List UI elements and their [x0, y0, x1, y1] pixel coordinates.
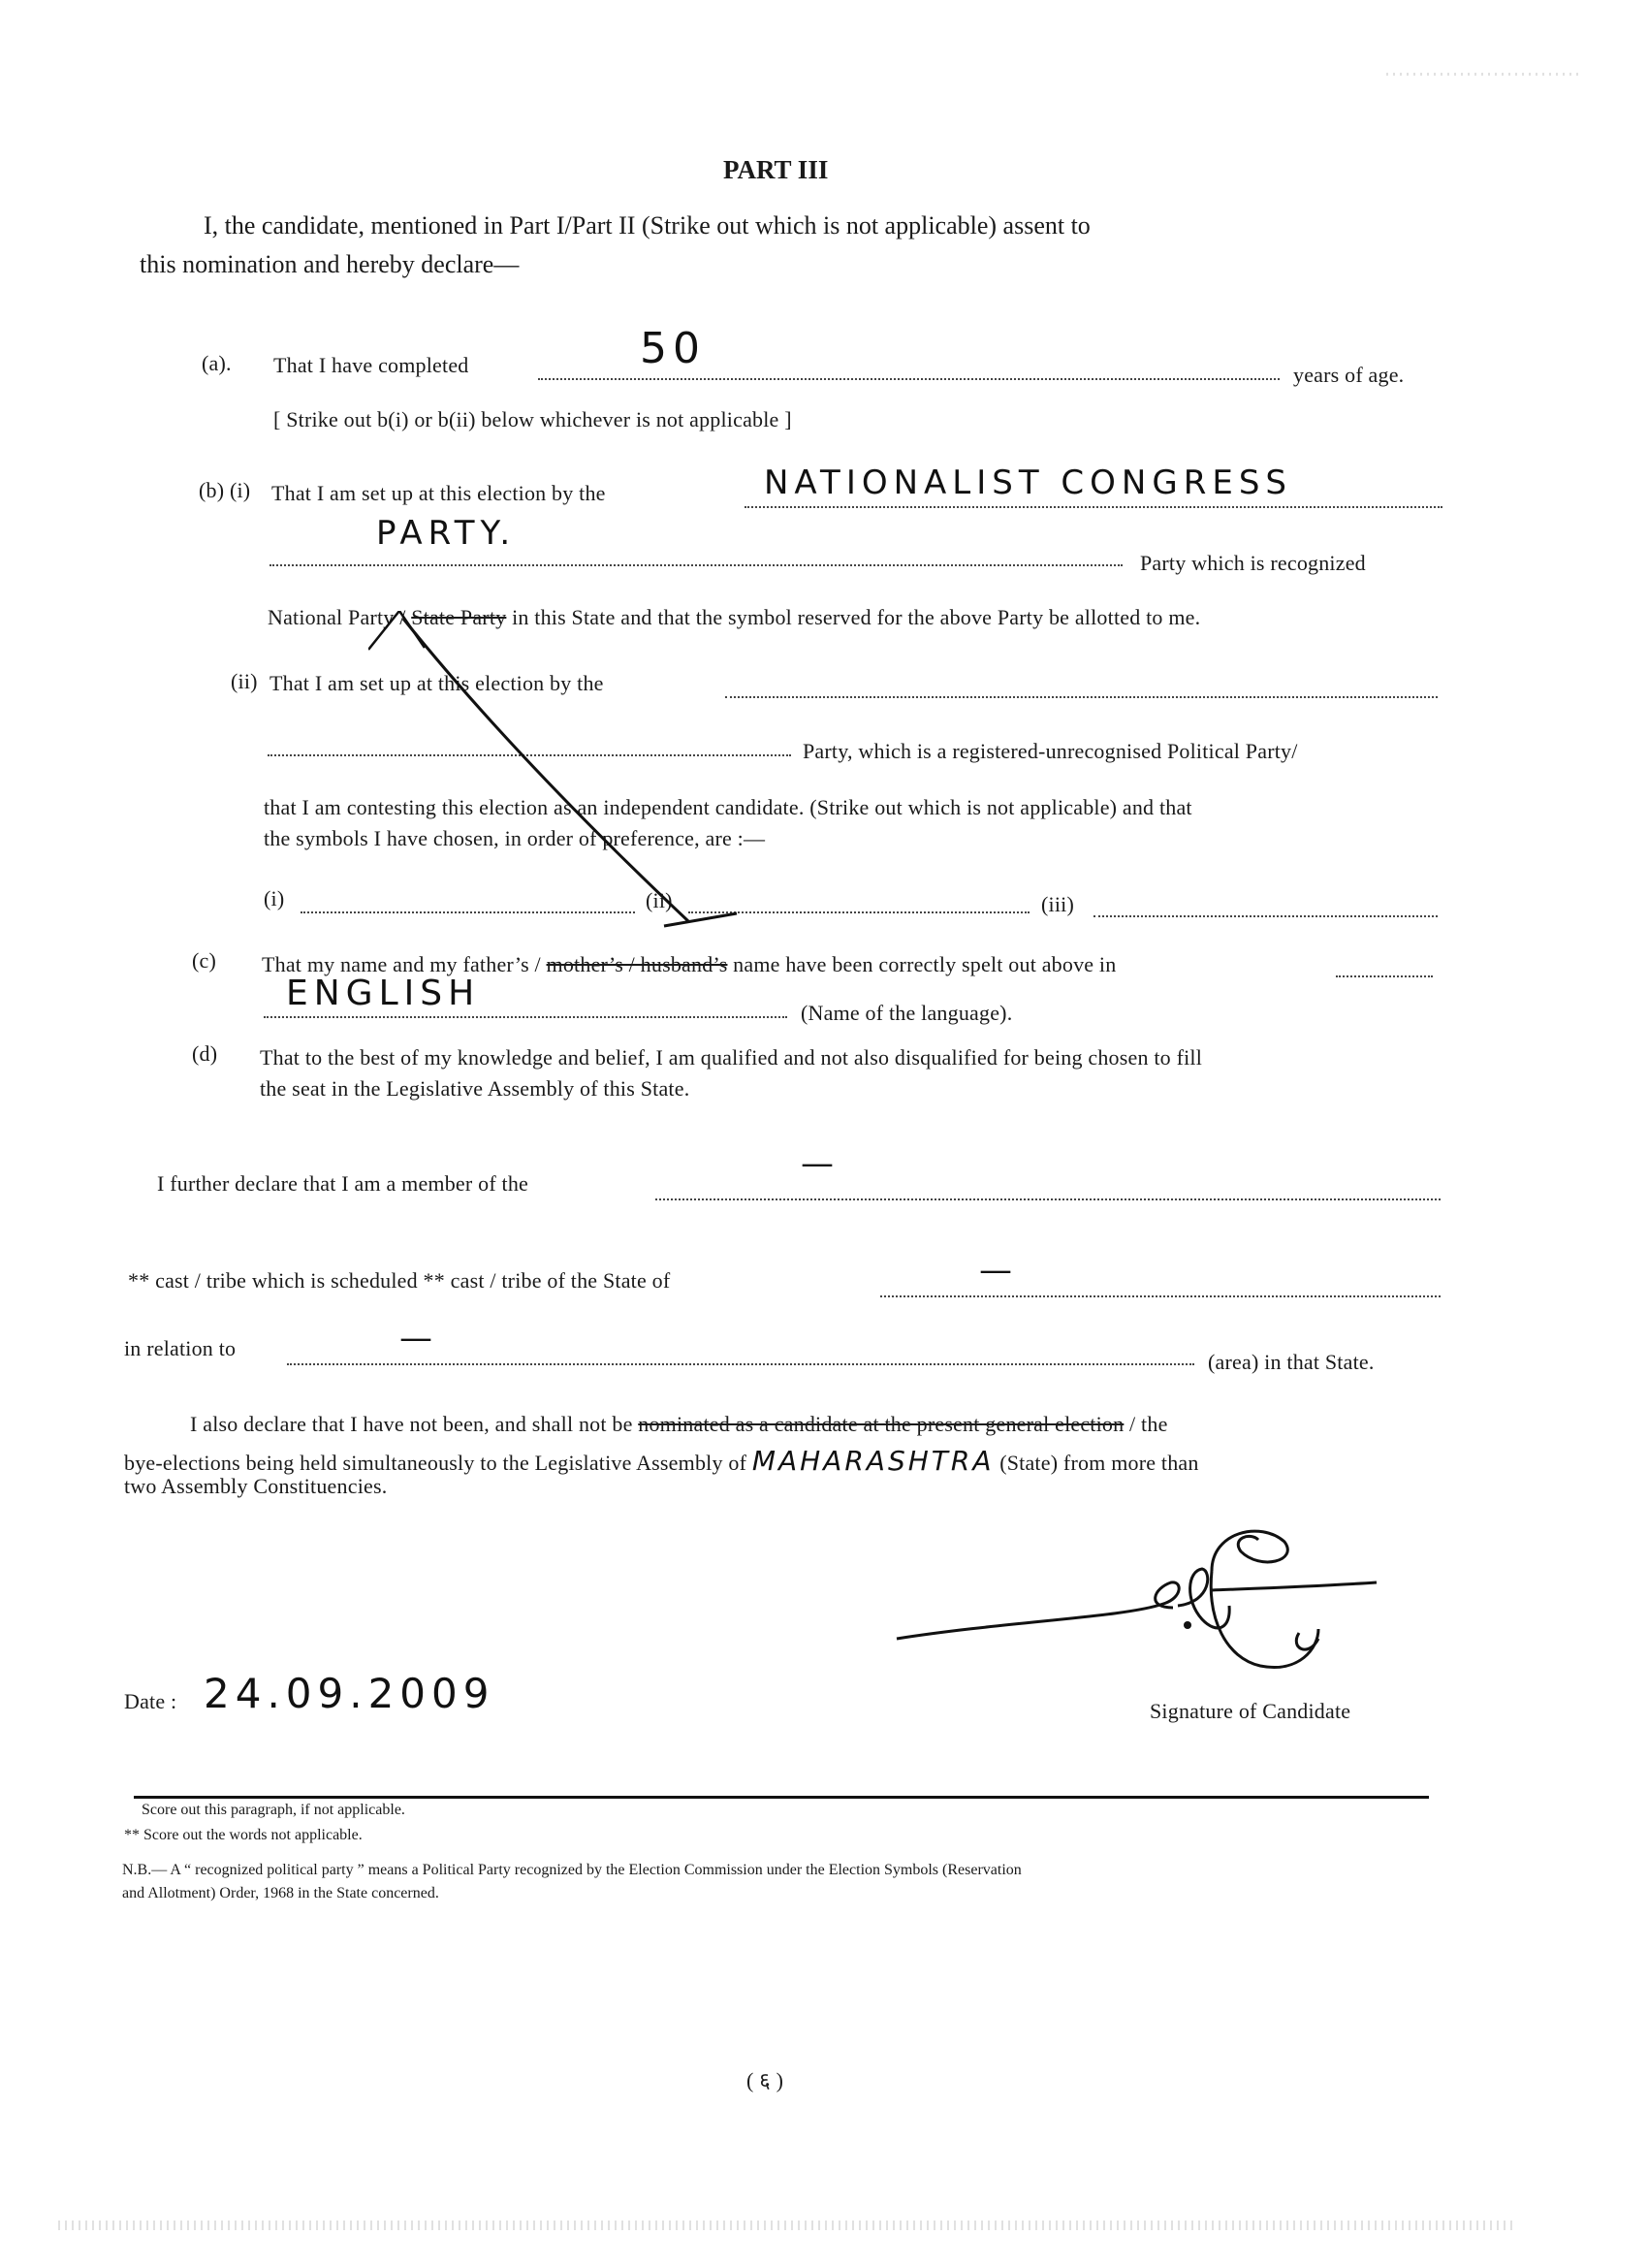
relation-text: in relation to: [124, 1336, 237, 1360]
item-b-i-line3-rest: in this State and that the symbol reserved for the above Party be allotted to me.: [512, 605, 1201, 629]
age-field-line: [538, 378, 1280, 380]
also-declare-line2-b: (State) from more than: [999, 1451, 1199, 1475]
item-c-field-line-1: [1336, 975, 1433, 977]
national-party-text: National Party /: [268, 605, 406, 629]
part-title: PART III: [723, 155, 829, 184]
also-declare-line1-struck: nominated as a candidate at the present general election: [638, 1412, 1125, 1436]
item-c-label: (c): [192, 948, 217, 973]
intro-line-1: I, the candidate, mentioned in Part I/Part II (Strike out which is not applicable) assent to: [204, 211, 1091, 240]
also-declare-line1-a: I also declare that I have not been, and shall not be: [190, 1412, 633, 1436]
relation-value: —: [399, 1319, 432, 1358]
symbol-1-label: (i): [264, 886, 285, 910]
item-b-ii-party-after: Party, which is a registered-unrecognised Political Party/: [803, 739, 1298, 763]
footnote-divider: [134, 1796, 1429, 1799]
symbol-2-label: (ii): [646, 888, 673, 912]
further-field-line: [655, 1198, 1441, 1200]
item-b-i-label: (b) (i): [199, 478, 251, 502]
party-field-line-2: [269, 564, 1123, 566]
caste-value: —: [979, 1251, 1012, 1290]
language-value: ENGLISH: [286, 974, 481, 1013]
state-party-struck: State Party: [411, 605, 507, 629]
item-b-ii-text: That I am set up at this election by the: [269, 671, 604, 695]
caste-field-line: [880, 1295, 1441, 1297]
item-b-i-text: That I am set up at this election by the: [271, 481, 606, 505]
date-value: 24.09.2009: [204, 1670, 495, 1717]
nb-line-2: and Allotment) Order, 1968 in the State concerned.: [122, 1885, 439, 1901]
nb-line-1: N.B.— A “ recognized political party ” means a Political Party recognized by the Election Commission under the Election Symbols (Reservation: [122, 1862, 1022, 1878]
footnote-1: Score out this paragraph, if not applicable.: [142, 1802, 405, 1818]
signature-label: Signature of Candidate: [1150, 1699, 1351, 1723]
also-declare-line2-a: bye-elections being held simultaneously to the Legislative Assembly of: [124, 1451, 747, 1475]
item-b-ii-line4: the symbols I have chosen, in order of preference, are :—: [264, 826, 766, 850]
relation-field-line: [287, 1363, 1194, 1365]
further-text: I further declare that I am a member of the: [157, 1171, 529, 1196]
item-c-after: (Name of the language).: [801, 1001, 1013, 1025]
strike-note: [ Strike out b(i) or b(ii) below whichever is not applicable ]: [273, 407, 792, 431]
caste-text: ** cast / tribe which is scheduled ** cast / tribe of the State of: [128, 1268, 671, 1293]
item-b-i-after: Party which is recognized: [1140, 551, 1366, 575]
also-declare-line3: two Assembly Constituencies.: [124, 1474, 388, 1498]
item-d-line2: the seat in the Legislative Assembly of this State.: [260, 1076, 690, 1101]
page-number: ( ६ ): [746, 2068, 784, 2092]
candidate-signature: [892, 1513, 1396, 1707]
scan-noise: [58, 2220, 1512, 2230]
party-value-line-1: NATIONALIST CONGRESS: [764, 463, 1292, 502]
item-c-text-a: That my name and my father’s /: [262, 952, 541, 976]
footnote-2: ** Score out the words not applicable.: [124, 1827, 363, 1843]
item-d-line1: That to the best of my knowledge and belief, I am qualified and not also disqualified for being chosen to fill: [260, 1045, 1203, 1070]
also-declare-line1: [190, 1412, 1168, 1437]
intro-line-2: this nomination and hereby declare—: [140, 250, 520, 278]
item-b-ii-line3: that I am contesting this election as an independent candidate. (Strike out which is not applicable) and that: [264, 795, 1192, 819]
date-label: Date :: [124, 1689, 177, 1713]
b-ii-strike-arrow: [368, 611, 756, 941]
b-ii-field-line-1: [725, 696, 1438, 698]
item-b-ii-label: (ii): [231, 669, 258, 693]
item-c-text-b: name have been correctly spelt out above in: [733, 952, 1117, 976]
also-declare-line2: [124, 1445, 1199, 1477]
item-a-label: (a).: [202, 351, 232, 375]
symbol-3-label: (iii): [1041, 892, 1074, 916]
party-field-line-1: [745, 506, 1442, 508]
item-a-after: years of age.: [1293, 363, 1405, 387]
further-value: —: [801, 1144, 834, 1183]
language-field-line: [264, 1016, 787, 1018]
scan-noise: [1386, 73, 1580, 76]
also-declare-line1-b: / the: [1129, 1412, 1168, 1436]
party-value-line-2: PARTY.: [376, 514, 517, 553]
relation-after: (area) in that State.: [1208, 1350, 1375, 1374]
age-value: 50: [640, 324, 706, 373]
item-a-text: That I have completed: [273, 353, 469, 377]
symbol-3-line: [1093, 915, 1438, 917]
item-d-label: (d): [192, 1041, 218, 1066]
state-value: MAHARASHTRA: [751, 1445, 995, 1477]
item-c-struck: mother’s / husband’s: [546, 952, 728, 976]
